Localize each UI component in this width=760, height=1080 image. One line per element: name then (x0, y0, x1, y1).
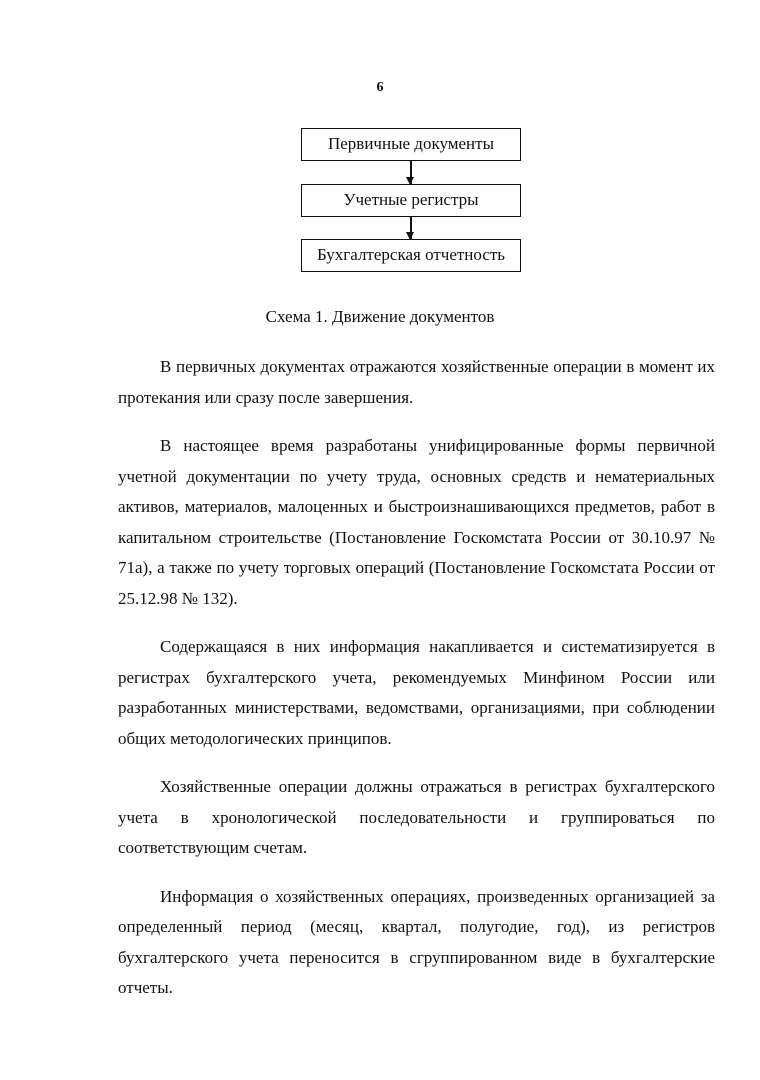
scheme-box-accounting-registers: Учетные регистры (301, 184, 521, 217)
page-number: 6 (376, 80, 384, 95)
scheme-arrow-down (410, 161, 412, 184)
scheme-box-financial-statements: Бухгалтерская отчетность (301, 239, 521, 272)
paragraph: Информация о хозяйственных операциях, произведенных организацией за определенный период (месяц, квартал, полугодие, год), из регистров бухгалтерского учета переносится в сгруппированном виде в бухгалтерские отчеты. (118, 886, 715, 997)
scheme-arrow-down (410, 217, 412, 239)
scheme-box-primary-documents: Первичные документы (301, 128, 521, 161)
paragraph: В настоящее время разработаны унифицированные формы первичной учетной документации по учету труда, основных средств и нематериальных активов, материалов, малоценных и быстроизнашивающихся предметов, работ в капитальном строительстве (Постановление Госкомстата России от 30.10.97 № 71а), а также по учету торговых операций (Постановление Госкомстата России от 25.12.98 № 132). (118, 436, 715, 608)
scheme-caption: Схема 1. Движение документов (265, 307, 495, 326)
paragraph: Хозяйственные операции должны отражаться в регистрах бухгалтерского учета в хронологической последовательности и группироваться по соответствующим счетам. (118, 777, 715, 857)
body-text (118, 352, 715, 1022)
paragraph: Содержащаяся в них информация накапливается и систематизируется в регистрах бухгалтерского учета, рекомендуемых Минфином России или разработанных министерствами, ведомствами, организациями, при соблюдении общих методологических принципов. (118, 637, 715, 748)
paragraph: В первичных документах отражаются хозяйственные операции в момент их протекания или сразу после завершения. (118, 357, 715, 407)
